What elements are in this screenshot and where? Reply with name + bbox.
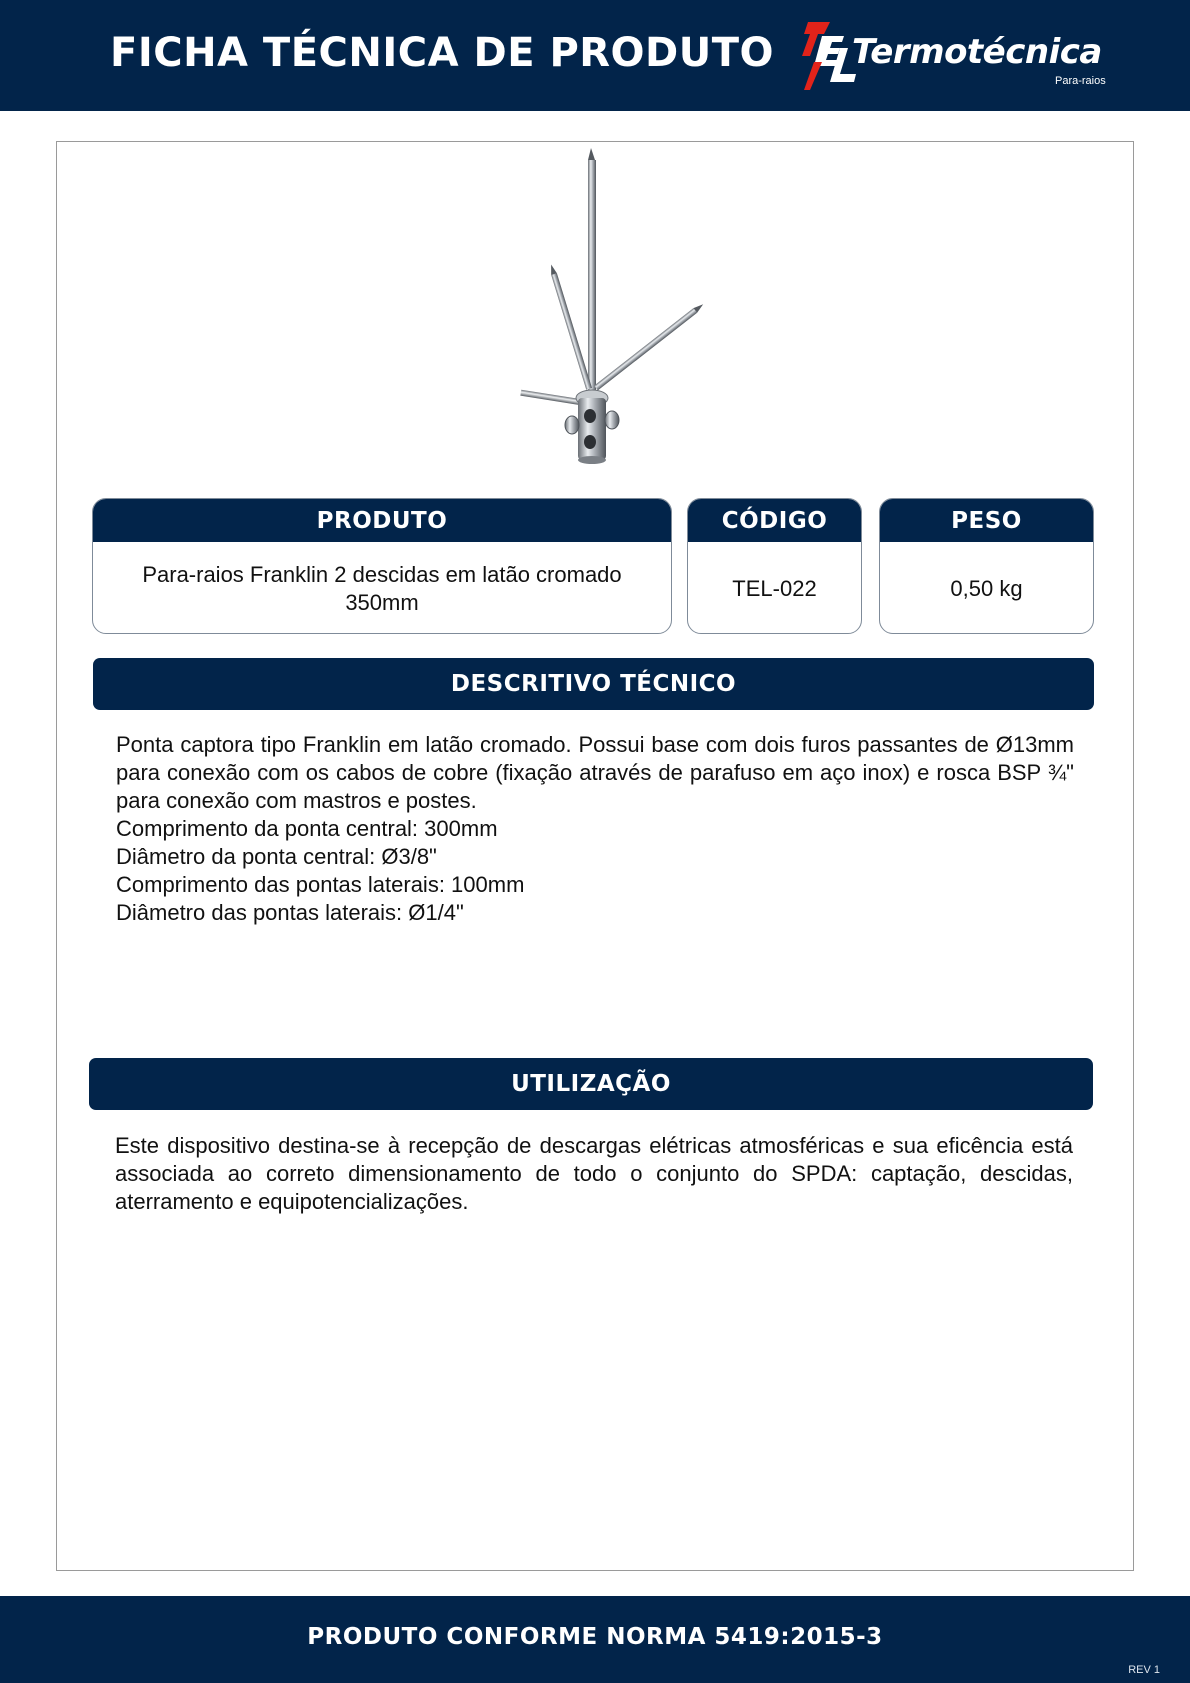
peso-value: 0,50 kg: [950, 575, 1023, 601]
spec-line: Diâmetro das pontas laterais: Ø1/4": [116, 900, 464, 925]
peso-card: [879, 498, 1094, 634]
tel-monogram-icon: [800, 18, 860, 94]
norma-statement: PRODUTO CONFORME NORMA 5419:2015-3: [307, 1624, 883, 1650]
descritivo-heading: DESCRITIVO TÉCNICO: [93, 658, 1094, 710]
utilizacao-heading: UTILIZAÇÃO: [89, 1058, 1093, 1110]
descritivo-text: [116, 731, 1074, 927]
utilizacao-text: Este dispositivo destina-se à recepção de descargas elétricas atmosféricas e sua eficência está associada ao correto dimensionamento de todo o conjunto do SPDA: captação, descidas, aterramento e equipotencializações.: [115, 1133, 1073, 1214]
spec-line: Diâmetro da ponta central: Ø3/8": [116, 844, 437, 869]
company-logo: [800, 18, 1120, 94]
spec-line: Comprimento das pontas laterais: 100mm: [116, 872, 525, 897]
logo-brand-name: Termotécnica: [852, 32, 1102, 72]
codigo-value: TEL-022: [732, 575, 817, 601]
page-title: FICHA TÉCNICA DE PRODUTO: [110, 30, 775, 76]
produto-label: PRODUTO: [93, 499, 671, 542]
revision-label: REV 1: [1128, 1664, 1160, 1676]
produto-value: Para-raios Franklin 2 descidas em latão cromado 350mm: [142, 561, 622, 615]
codigo-card: [687, 498, 862, 634]
spec-line: Comprimento da ponta central: 300mm: [116, 816, 498, 841]
peso-label: PESO: [880, 499, 1093, 542]
footer-bar: [0, 1596, 1190, 1683]
codigo-label: CÓDIGO: [688, 499, 861, 542]
descritivo-intro: Ponta captora tipo Franklin em latão cromado. Possui base com dois furos passantes de Ø13mm para conexão com os cabos de cobre (fixação através de parafuso em aço inox) e rosca BSP ¾" para conexão com mastros e postes.: [116, 732, 1074, 813]
produto-card: [92, 498, 672, 634]
header-bar: [0, 0, 1190, 111]
logo-tagline: Para-raios: [1055, 75, 1106, 87]
lightning-rod-image: [500, 140, 740, 490]
